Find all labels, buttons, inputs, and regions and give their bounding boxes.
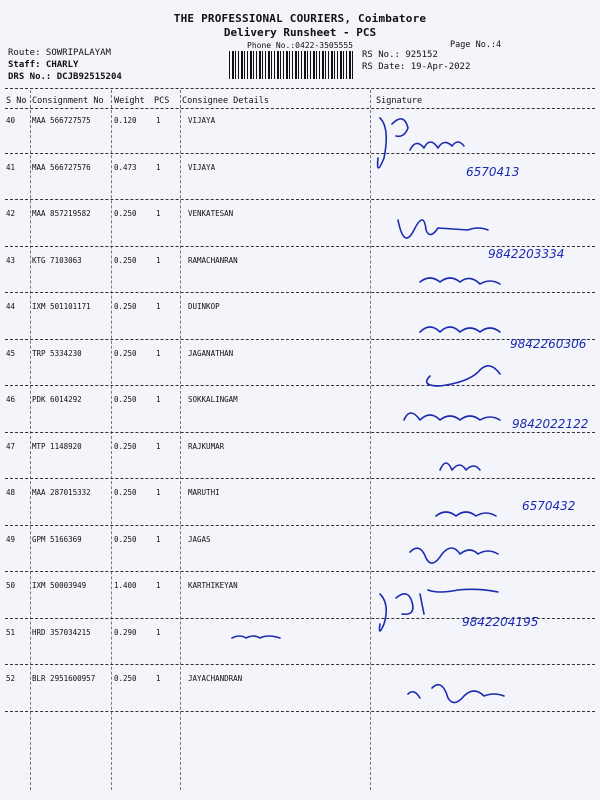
signature-phone-note: 6570432 [522, 499, 576, 513]
row-consignment-no: MAA 287015332 [32, 488, 91, 497]
row-pcs: 1 [156, 674, 161, 683]
row-weight: 0.290 [114, 627, 137, 637]
signature-phone-note: 9842204195 [462, 615, 539, 629]
row-pcs: 1 [156, 255, 161, 265]
row-sno: 44 [6, 302, 16, 311]
row-weight: 0.250 [114, 441, 137, 451]
row-consignee: SOKKALINGAM [188, 395, 238, 404]
col-consignee: Consignee Details [182, 96, 269, 106]
row-weight: 0.250 [114, 534, 137, 544]
phone-number: Phone No.:0422-3505555 [247, 41, 353, 50]
row-sno: 48 [6, 488, 16, 497]
row-consignee: MARUTHI [188, 488, 220, 497]
row-pcs: 1 [156, 441, 161, 451]
row-consignee: VIJAYA [188, 116, 216, 125]
row-consignment-no: PDK 6014292 [32, 395, 82, 404]
row-consignment-no: MAA 566727576 [32, 162, 91, 172]
row-consignee: VENKATESAN [188, 209, 234, 218]
row-consignment-no: MAA 857219582 [32, 209, 91, 218]
row-pcs: 1 [156, 116, 161, 125]
row-consignee: JAYACHANDRAN [188, 674, 243, 683]
row-weight: 0.250 [114, 255, 137, 265]
row-pcs: 1 [156, 302, 161, 311]
page-number: Page No.:4 [450, 40, 502, 50]
row-sno: 47 [6, 441, 16, 451]
row-sno: 45 [6, 348, 16, 358]
row-pcs: 1 [156, 348, 161, 358]
route-label: Route: SOWRIPALAYAM [8, 48, 111, 58]
row-consignee: JAGANATHAN [188, 348, 234, 358]
row-sno: 49 [6, 534, 16, 544]
row-sno: 43 [6, 255, 16, 265]
row-consignment-no: IXM 501101171 [32, 302, 91, 311]
row-sno: 46 [6, 395, 16, 404]
signature-phone-note: 9842203334 [488, 247, 565, 261]
row-consignment-no: KTG 7103063 [32, 255, 82, 265]
row-consignment-no: GPM 5166369 [32, 534, 82, 544]
row-consignee: DUINKOP [188, 302, 220, 311]
row-pcs: 1 [156, 395, 161, 404]
signature-phone-note: 9842022122 [512, 417, 589, 431]
signature-phone-note: 6570413 [466, 165, 520, 179]
col-sno: S No [6, 96, 27, 106]
row-pcs: 1 [156, 534, 161, 544]
row-consignment-no: MAA 566727575 [32, 116, 91, 125]
row-weight: 0.250 [114, 674, 137, 683]
row-consignee: RAMACHANRAN [188, 255, 238, 265]
col-consignment: Consignment No [32, 96, 104, 106]
drs-number: DRS No.: DCJB92515204 [8, 72, 122, 82]
row-weight: 1.400 [114, 581, 137, 590]
rs-date: RS Date: 19-Apr-2022 [362, 62, 471, 72]
row-weight: 0.473 [114, 162, 137, 172]
row-consignment-no: IXM 50003949 [32, 581, 87, 590]
row-consignee: VIJAYA [188, 162, 216, 172]
row-consignment-no: MTP 1148920 [32, 441, 82, 451]
row-pcs: 1 [156, 162, 161, 172]
row-weight: 0.250 [114, 395, 137, 404]
row-sno: 41 [6, 162, 16, 172]
row-pcs: 1 [156, 488, 161, 497]
row-weight: 0.250 [114, 209, 137, 218]
row-pcs: 1 [156, 209, 161, 218]
row-sno: 50 [6, 581, 16, 590]
company-title: THE PROFESSIONAL COURIERS, Coimbatore [173, 12, 427, 25]
col-pcs: PCS [154, 96, 170, 106]
row-pcs: 1 [156, 627, 161, 637]
signature-phone-note: 9842260306 [510, 337, 587, 351]
col-signature: Signature [376, 96, 423, 106]
rs-number: RS No.: 925152 [362, 50, 438, 60]
row-consignee: JAGAS [188, 534, 211, 544]
row-weight: 0.250 [114, 302, 137, 311]
row-consignment-no: HRD 357034215 [32, 627, 91, 637]
row-consignee: RAJKUMAR [188, 441, 225, 451]
row-sno: 42 [6, 209, 16, 218]
staff-label: Staff: CHARLY [8, 60, 79, 70]
row-weight: 0.250 [114, 488, 137, 497]
row-sno: 40 [6, 116, 16, 125]
row-sno: 51 [6, 627, 16, 637]
row-pcs: 1 [156, 581, 161, 590]
col-weight: Weight [114, 96, 145, 106]
runsheet-subtitle: Delivery Runsheet - PCS [223, 26, 377, 39]
row-weight: 0.120 [114, 116, 137, 125]
row-consignee: KARTHIKEYAN [188, 581, 238, 590]
row-consignment-no: TRP 5334230 [32, 348, 82, 358]
row-weight: 0.250 [114, 348, 137, 358]
row-sno: 52 [6, 674, 16, 683]
row-consignment-no: BLR 2951600957 [32, 674, 96, 683]
